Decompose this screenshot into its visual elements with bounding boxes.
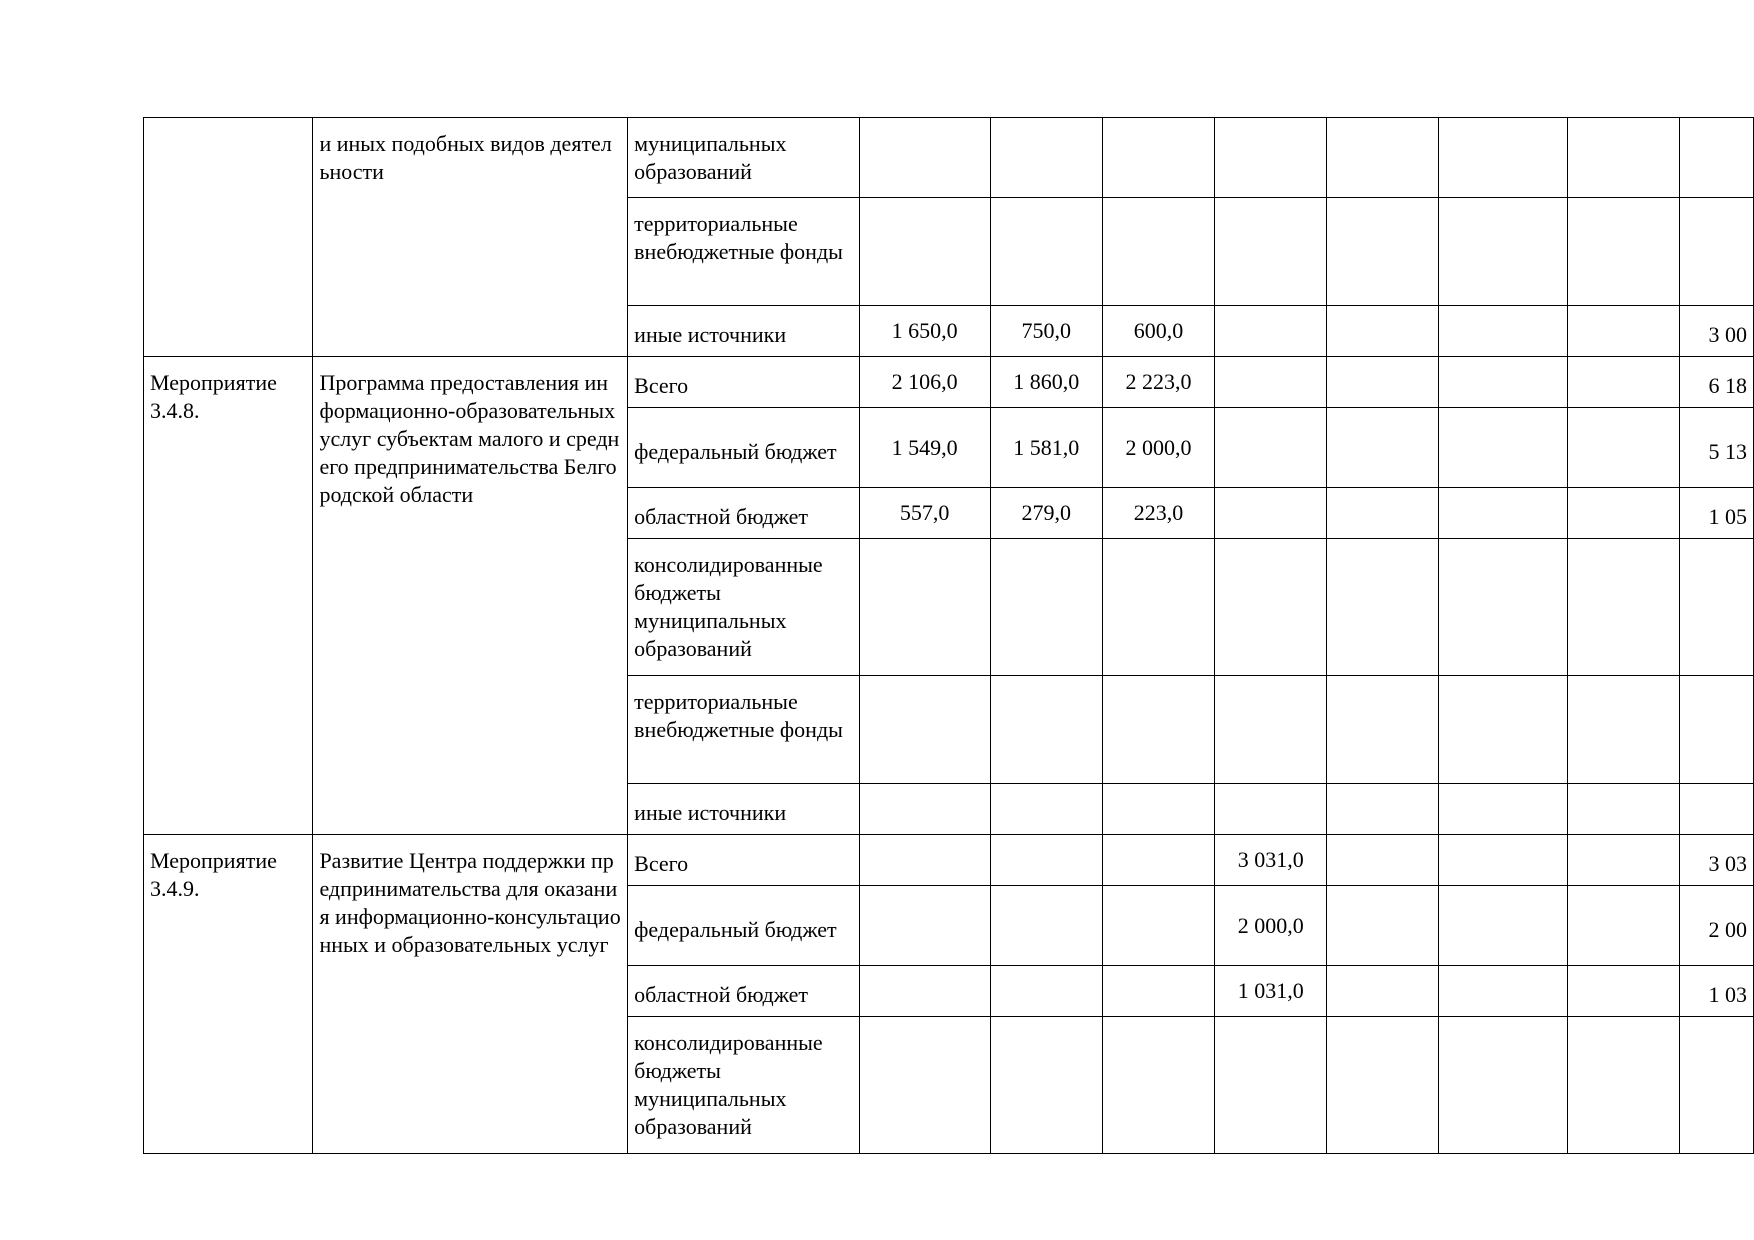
year-value-cell: 1 549,0: [859, 408, 990, 488]
year-value-cell: [1327, 357, 1438, 408]
year-value-cell: [1102, 118, 1214, 198]
total-value-cell: 1 05: [1679, 488, 1754, 539]
year-value-cell: [1568, 408, 1679, 488]
year-value-cell: [1327, 966, 1438, 1017]
year-value-cell: [1102, 835, 1214, 886]
year-value-cell: [1568, 198, 1679, 306]
funding-source-cell: иные источники: [628, 784, 859, 835]
funding-source-cell: муниципальных образований: [628, 118, 859, 198]
year-value-cell: [1102, 886, 1214, 966]
year-value-cell: [1327, 408, 1438, 488]
table-row: [144, 357, 1754, 408]
total-value-cell: 3 00: [1679, 306, 1754, 357]
total-value-cell: [1679, 784, 1754, 835]
year-value-cell: [1327, 835, 1438, 886]
budget-table: [143, 117, 1754, 1154]
year-value-cell: [1327, 198, 1438, 306]
total-value-cell: [1679, 1017, 1754, 1154]
event-title-cell: и иных подобных видов деятельности: [313, 118, 628, 357]
year-value-cell: [1215, 198, 1327, 306]
total-value-cell: [1679, 198, 1754, 306]
funding-source-cell: федеральный бюджет: [628, 886, 859, 966]
event-title-cell: Развитие Центра поддержки предпринимательства для оказания информационно-консультационных и образовательных услуг: [313, 835, 628, 1154]
year-value-cell: [859, 886, 990, 966]
year-value-cell: [1327, 306, 1438, 357]
year-value-cell: [859, 784, 990, 835]
funding-source-cell: федеральный бюджет: [628, 408, 859, 488]
year-value-cell: 1 650,0: [859, 306, 990, 357]
year-value-cell: [1215, 676, 1327, 784]
year-value-cell: [1102, 784, 1214, 835]
year-value-cell: [1215, 306, 1327, 357]
year-value-cell: [990, 886, 1102, 966]
year-value-cell: 600,0: [1102, 306, 1214, 357]
year-value-cell: [1438, 488, 1568, 539]
year-value-cell: [1568, 835, 1679, 886]
year-value-cell: [1215, 1017, 1327, 1154]
year-value-cell: [859, 676, 990, 784]
year-value-cell: [1327, 488, 1438, 539]
year-value-cell: 750,0: [990, 306, 1102, 357]
year-value-cell: [990, 198, 1102, 306]
year-value-cell: [1438, 118, 1568, 198]
year-value-cell: [990, 118, 1102, 198]
funding-source-cell: Всего: [628, 835, 859, 886]
total-value-cell: 6 18: [1679, 357, 1754, 408]
year-value-cell: [1102, 676, 1214, 784]
year-value-cell: [1568, 357, 1679, 408]
year-value-cell: 3 031,0: [1215, 835, 1327, 886]
year-value-cell: [859, 198, 990, 306]
year-value-cell: [1327, 118, 1438, 198]
year-value-cell: [859, 539, 990, 676]
year-value-cell: [1327, 1017, 1438, 1154]
year-value-cell: [1438, 886, 1568, 966]
year-value-cell: [990, 966, 1102, 1017]
funding-source-cell: областной бюджет: [628, 966, 859, 1017]
event-title-cell: Программа предоставления информационно-образовательных услуг субъектам малого и среднего предпринимательства Белгородской области: [313, 357, 628, 835]
year-value-cell: [1568, 886, 1679, 966]
year-value-cell: [1568, 306, 1679, 357]
total-value-cell: 5 13: [1679, 408, 1754, 488]
funding-source-cell: территориальные внебюджетные фонды: [628, 676, 859, 784]
year-value-cell: 1 581,0: [990, 408, 1102, 488]
year-value-cell: [1215, 539, 1327, 676]
year-value-cell: 1 860,0: [990, 357, 1102, 408]
year-value-cell: [990, 835, 1102, 886]
year-value-cell: [1568, 1017, 1679, 1154]
year-value-cell: [1568, 488, 1679, 539]
total-value-cell: [1679, 676, 1754, 784]
year-value-cell: 279,0: [990, 488, 1102, 539]
year-value-cell: [1327, 886, 1438, 966]
year-value-cell: [1215, 784, 1327, 835]
funding-source-cell: консолидированные бюджеты муниципальных образований: [628, 1017, 859, 1154]
total-value-cell: 2 00: [1679, 886, 1754, 966]
year-value-cell: 2 223,0: [1102, 357, 1214, 408]
funding-source-cell: Всего: [628, 357, 859, 408]
year-value-cell: [1438, 198, 1568, 306]
table-row: [144, 118, 1754, 198]
event-number-cell: Мероприятие 3.4.9.: [144, 835, 313, 1154]
year-value-cell: [1438, 408, 1568, 488]
year-value-cell: [990, 784, 1102, 835]
year-value-cell: [859, 1017, 990, 1154]
total-value-cell: 1 03: [1679, 966, 1754, 1017]
year-value-cell: [1215, 357, 1327, 408]
year-value-cell: [1327, 784, 1438, 835]
year-value-cell: [990, 539, 1102, 676]
funding-source-cell: иные источники: [628, 306, 859, 357]
funding-source-cell: областной бюджет: [628, 488, 859, 539]
total-value-cell: [1679, 539, 1754, 676]
year-value-cell: [1568, 784, 1679, 835]
total-value-cell: 3 03: [1679, 835, 1754, 886]
year-value-cell: [1568, 676, 1679, 784]
year-value-cell: [1438, 357, 1568, 408]
year-value-cell: [1438, 1017, 1568, 1154]
year-value-cell: [859, 118, 990, 198]
year-value-cell: [1102, 966, 1214, 1017]
year-value-cell: [1568, 539, 1679, 676]
year-value-cell: [1438, 306, 1568, 357]
year-value-cell: [1438, 539, 1568, 676]
year-value-cell: 1 031,0: [1215, 966, 1327, 1017]
year-value-cell: 2 000,0: [1215, 886, 1327, 966]
year-value-cell: [1438, 835, 1568, 886]
year-value-cell: [990, 1017, 1102, 1154]
year-value-cell: [1102, 539, 1214, 676]
funding-source-cell: территориальные внебюджетные фонды: [628, 198, 859, 306]
year-value-cell: 557,0: [859, 488, 990, 539]
year-value-cell: [1568, 966, 1679, 1017]
table-row: [144, 835, 1754, 886]
year-value-cell: [859, 835, 990, 886]
event-number-cell: Мероприятие 3.4.8.: [144, 357, 313, 835]
year-value-cell: 2 000,0: [1102, 408, 1214, 488]
year-value-cell: [1102, 1017, 1214, 1154]
year-value-cell: [1438, 676, 1568, 784]
year-value-cell: 223,0: [1102, 488, 1214, 539]
year-value-cell: [990, 676, 1102, 784]
year-value-cell: [1568, 118, 1679, 198]
year-value-cell: [1438, 784, 1568, 835]
year-value-cell: [1438, 966, 1568, 1017]
total-value-cell: [1679, 118, 1754, 198]
year-value-cell: [1215, 488, 1327, 539]
year-value-cell: [859, 966, 990, 1017]
year-value-cell: [1327, 676, 1438, 784]
year-value-cell: [1215, 408, 1327, 488]
year-value-cell: 2 106,0: [859, 357, 990, 408]
event-number-cell: [144, 118, 313, 357]
year-value-cell: [1327, 539, 1438, 676]
funding-source-cell: консолидированные бюджеты муниципальных образований: [628, 539, 859, 676]
year-value-cell: [1215, 118, 1327, 198]
year-value-cell: [1102, 198, 1214, 306]
